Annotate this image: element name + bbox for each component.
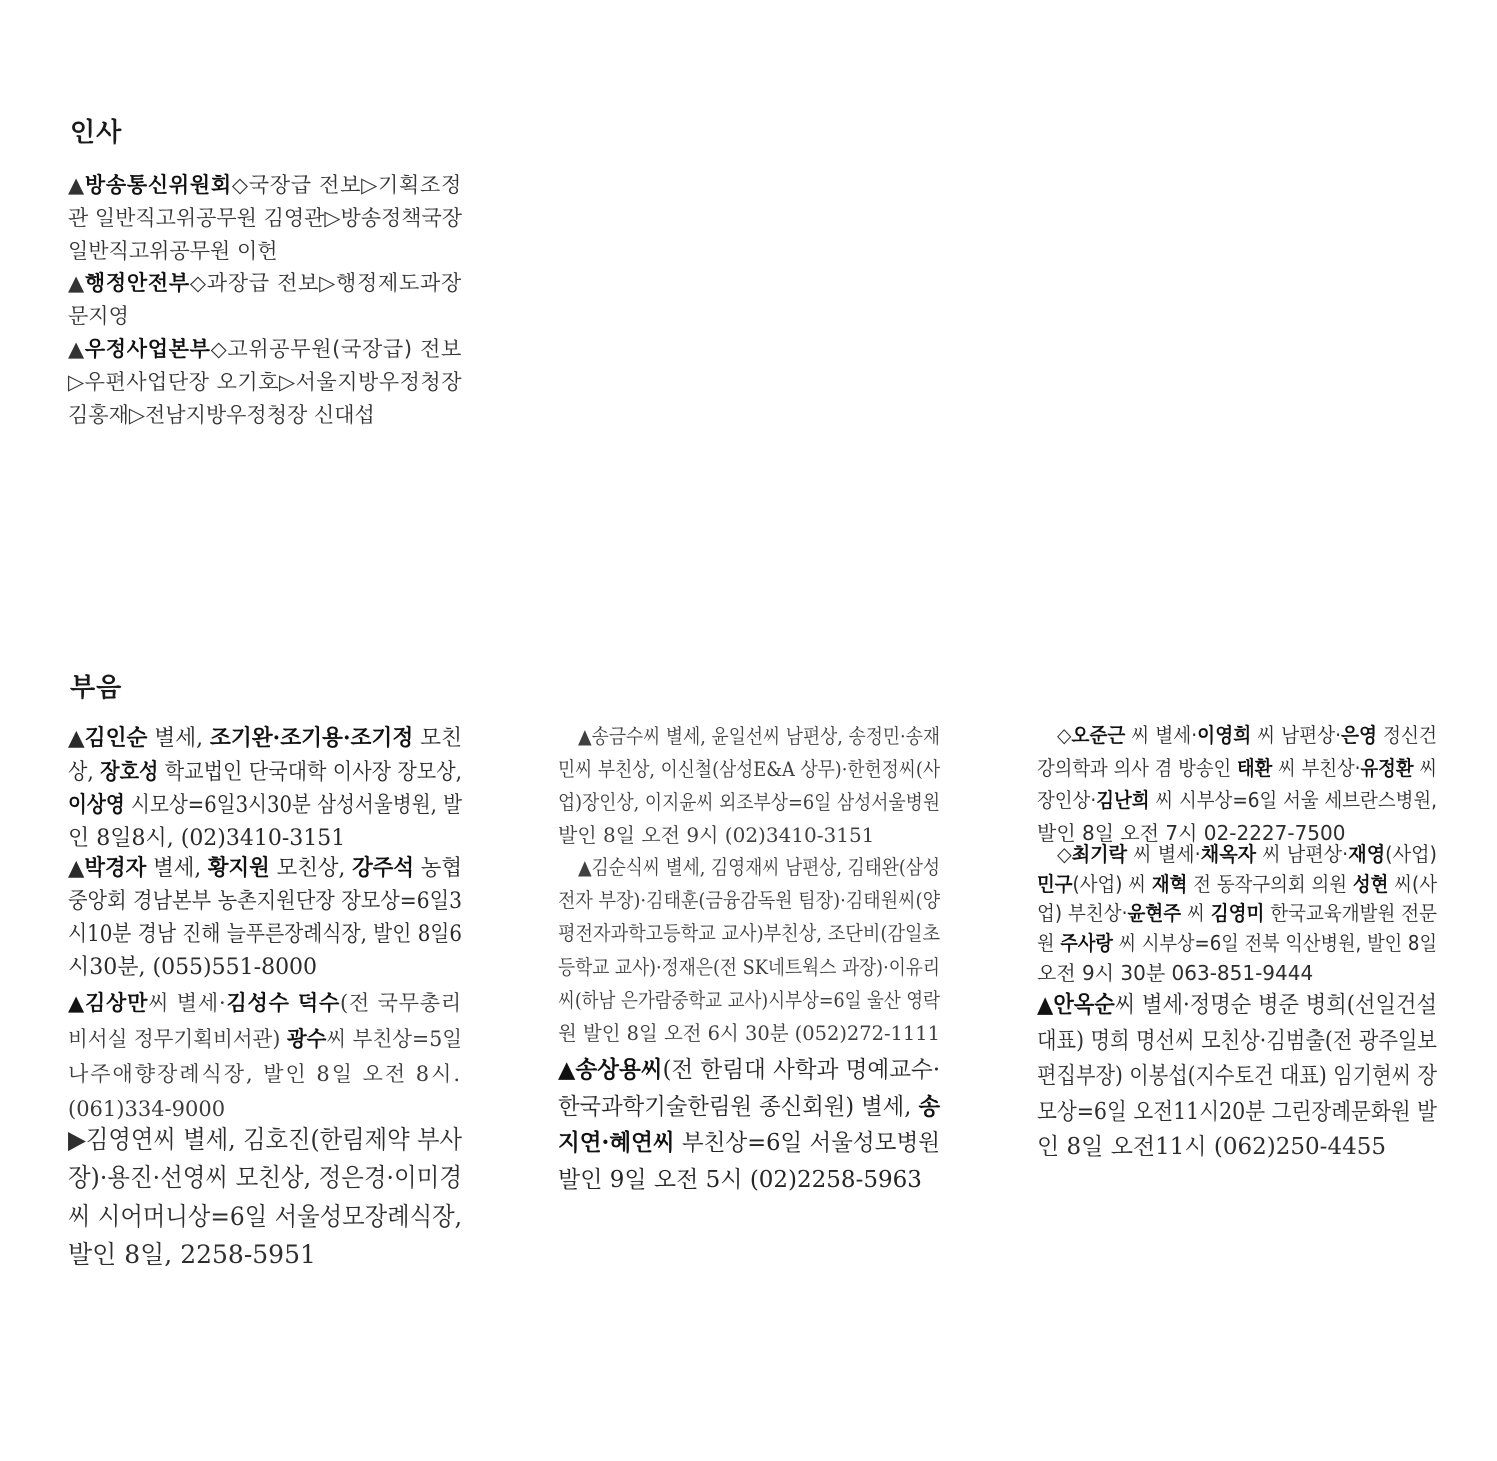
text-line <box>68 1121 462 1159</box>
line-text <box>578 720 940 753</box>
text-run: ▲ <box>68 271 85 296</box>
text-run: 업) 부친상· <box>1037 901 1128 926</box>
text-line <box>1037 929 1437 959</box>
name-highlight: 유정환 <box>1360 755 1414 780</box>
name-highlight: 김영미 <box>1210 901 1265 926</box>
name-highlight: 윤현주 <box>1127 901 1182 926</box>
name-highlight: 장호성 <box>100 758 159 785</box>
text-run: 씨(사 <box>1388 871 1437 896</box>
line-text <box>68 366 462 399</box>
line-text <box>68 756 462 790</box>
personnel-entry <box>68 169 462 267</box>
name-highlight: 김성수 덕수 <box>226 990 341 1015</box>
line-text <box>1037 1024 1437 1060</box>
line-text <box>68 169 462 202</box>
text-line <box>558 720 940 753</box>
name-highlight: 은영 <box>1341 723 1378 747</box>
name-highlight: 송 <box>918 1092 940 1120</box>
line-text <box>578 851 940 884</box>
text-run: 문지영 <box>68 304 129 329</box>
name-highlight: 광수 <box>286 1026 327 1051</box>
line-text <box>1037 1095 1437 1131</box>
name-highlight: 황지원 <box>207 855 270 881</box>
line-text <box>1037 870 1437 900</box>
text-run: 씨 부친상=5일 <box>326 1027 462 1051</box>
name-highlight: 행정안전부 <box>84 271 190 296</box>
text-run: 별세, <box>146 856 208 881</box>
line-text <box>1037 899 1437 929</box>
name-highlight: 민구 <box>1037 871 1073 896</box>
text-line <box>68 399 462 432</box>
text-line <box>1037 1059 1437 1095</box>
text-line <box>1037 719 1437 752</box>
line-text <box>1037 987 1437 1024</box>
text-line <box>558 819 940 852</box>
name-highlight: 태환 <box>1236 755 1273 780</box>
text-run: 비서실 정무기획비서관) <box>68 1027 287 1051</box>
text-line <box>68 722 462 756</box>
text-run: (전 한림대 사학과 명예교수· <box>662 1057 940 1083</box>
obituary-entry <box>68 722 462 856</box>
name-highlight: 오준근 <box>1071 723 1126 747</box>
line-text <box>68 1057 462 1092</box>
text-run: ▲ <box>68 336 85 361</box>
line-text <box>68 202 462 235</box>
text-run: 원 발인 8일 오전 6시 30분 (052)272-1111 <box>558 1021 940 1046</box>
text-run: 전자 부장)·김태훈(금융감독원 팀장)·김태원씨(양 <box>558 888 940 913</box>
text-run: 상, <box>68 759 101 785</box>
text-run: 씨 시부상=6일 전북 익산병원, 발인 8일 <box>1112 931 1437 956</box>
obituary-entry <box>558 720 940 852</box>
line-text <box>68 1159 462 1197</box>
text-line <box>68 267 462 300</box>
name-highlight: 재혁 <box>1151 871 1188 896</box>
text-line <box>68 789 462 823</box>
text-run: 강의학과 의사 겸 방송인 <box>1037 755 1237 780</box>
text-line <box>558 786 940 819</box>
text-run: 발인 8일 오전 9시 (02)3410-3151 <box>558 823 875 847</box>
text-run: 나주애향장례식장, 발인 8일 오전 8시. <box>68 1062 462 1086</box>
text-run: 중앙회 경남본부 농촌지원단장 장모상=6일3 <box>68 889 462 914</box>
name-highlight: 조기완·조기용·조기정 <box>209 725 414 751</box>
obituary-entry <box>68 1121 462 1274</box>
text-line <box>68 951 462 984</box>
line-text <box>558 1125 940 1162</box>
text-line <box>558 753 940 786</box>
line-text <box>558 1052 940 1089</box>
text-line <box>68 1057 462 1092</box>
line-text <box>68 1198 462 1236</box>
line-text <box>68 267 462 300</box>
text-run: 장인상· <box>1037 788 1097 813</box>
text-run: 관 일반직고위공무원 김영관▷방송정책국장 <box>68 205 462 230</box>
text-run: 민씨 부친상, 이신철(삼성E&A 상무)·한헌정씨(사 <box>558 757 940 781</box>
text-line <box>68 885 462 918</box>
line-text <box>1057 719 1437 752</box>
text-run: 원 <box>1037 931 1061 956</box>
text-run: 시10분 경남 진해 늘푸른장례식장, 발인 8일6 <box>68 922 462 947</box>
text-run: 등학교 교사)·정재은(전 SK네트웍스 과장)·이유리 <box>558 954 940 979</box>
line-text <box>1057 840 1437 870</box>
text-run: (사업) <box>1385 842 1437 866</box>
text-line <box>1037 752 1437 785</box>
text-line <box>68 235 462 268</box>
text-run: 모상=6일 오전11시20분 그린장례문화원 발 <box>1037 1098 1437 1125</box>
text-run: ◇ <box>1057 842 1072 866</box>
line-text <box>68 951 317 984</box>
line-text <box>558 984 940 1017</box>
text-run: ◇과장급 전보▷행정제도과장 <box>189 271 462 296</box>
text-line <box>68 366 462 399</box>
text-line <box>1037 1095 1437 1131</box>
text-line <box>68 202 462 235</box>
text-line <box>1037 840 1437 870</box>
text-run: ▲송금수씨 별세, 윤일선씨 남편상, 송정민·송재 <box>578 724 940 748</box>
text-run: 시모상=6일3시30분 삼성서울병원, 발 <box>124 793 463 819</box>
line-text <box>68 823 345 856</box>
text-run: 편집부장) 이봉섭(지수토건 대표) 임기현씨 장 <box>1037 1063 1437 1089</box>
text-line <box>558 1089 940 1126</box>
line-text <box>1037 959 1313 989</box>
text-run: 씨 부친상· <box>1272 755 1361 780</box>
text-line <box>1037 870 1437 900</box>
name-highlight: 김난희 <box>1096 788 1150 813</box>
name-highlight: 이영희 <box>1197 723 1252 747</box>
text-line <box>68 852 462 885</box>
line-text <box>68 333 462 366</box>
text-run: 한국과학기술한림원 종신회원) 별세, <box>558 1093 919 1120</box>
text-run: (061)334-9000 <box>68 1097 226 1121</box>
text-run: 발인 8일 오전 7시 02-2227-7500 <box>1037 821 1346 846</box>
obituary-entry <box>1037 719 1437 850</box>
name-highlight: 성현 <box>1352 871 1389 896</box>
text-run: ▷우편사업단장 오기호▷서울지방우정청장 <box>68 369 462 394</box>
line-text <box>68 885 462 918</box>
obituary-entry <box>1037 840 1437 989</box>
line-text <box>558 884 940 917</box>
text-run: 씨 <box>1413 755 1437 780</box>
name-highlight: 최기락 <box>1071 842 1128 866</box>
text-run: ▲김순식씨 별세, 김영재씨 남편상, 김태완(삼성 <box>578 855 940 879</box>
line-text <box>558 753 940 786</box>
name-highlight: ▲송상용씨 <box>558 1056 663 1083</box>
text-run: 씨 별세· <box>1125 723 1198 747</box>
text-run: 오전 9시 30분 063-851-9444 <box>1037 960 1314 985</box>
line-text <box>558 1089 940 1126</box>
text-run: 학교법인 단국대학 이사장 장모상, <box>158 759 462 785</box>
text-run: 씨 시어머니상=6일 서울성모장례식장, <box>68 1201 462 1231</box>
name-highlight: 강주석 <box>352 855 414 881</box>
text-line <box>68 823 462 856</box>
line-text <box>68 235 278 268</box>
text-run: 김홍재▷전남지방우정청장 신대섭 <box>68 402 375 427</box>
text-run: ▶김영연씨 별세, 김호진(한림제약 부사 <box>68 1125 462 1154</box>
text-line <box>1037 784 1437 817</box>
name-highlight: 채옥자 <box>1200 842 1257 866</box>
text-run: 인 8일8시, (02)3410-3151 <box>68 826 346 852</box>
text-line <box>68 1198 462 1236</box>
line-text <box>558 1162 922 1199</box>
text-line <box>1037 1130 1437 1166</box>
text-line <box>558 1017 940 1050</box>
line-text <box>1037 929 1437 959</box>
name-highlight: 지연·혜연씨 <box>558 1129 675 1157</box>
text-run: 업)장인상, 이지윤씨 외조부상=6일 삼성서울병원 <box>558 790 940 814</box>
text-run: 모친 <box>413 726 462 751</box>
name-highlight: 김인순 <box>84 725 148 751</box>
text-run: ◇국장급 전보▷기획조정 <box>231 173 462 197</box>
name-highlight: 우정사업본부 <box>84 336 211 361</box>
text-run: 부친상=6일 서울성모병원 <box>674 1130 940 1157</box>
text-run: 한국교육개발원 전문 <box>1264 901 1437 926</box>
text-run: 모친상, <box>269 856 353 881</box>
personnel-entry <box>68 267 462 333</box>
text-run: 씨 별세· <box>1127 842 1201 866</box>
line-text <box>558 819 874 852</box>
name-highlight: 주사랑 <box>1060 931 1113 956</box>
line-text <box>1037 1059 1437 1095</box>
text-line <box>68 300 462 333</box>
text-run: 씨 <box>1181 901 1211 926</box>
text-run: (전 국무총리 <box>340 991 462 1015</box>
line-text <box>558 1017 940 1050</box>
text-run: ▲ <box>68 173 85 197</box>
text-line <box>68 169 462 202</box>
text-run: 일반직고위공무원 이헌 <box>68 238 278 263</box>
obituary-entry <box>558 851 940 1050</box>
obituary-entry <box>558 1052 940 1199</box>
obituary-entry <box>68 985 462 1127</box>
line-text <box>1037 752 1437 785</box>
text-run: 농협 <box>413 856 462 881</box>
line-text <box>68 300 129 333</box>
text-run: 씨 별세· <box>148 991 227 1015</box>
personnel-entry <box>68 333 462 431</box>
name-highlight: ▲안옥순 <box>1037 991 1115 1018</box>
line-text <box>68 399 375 432</box>
line-text <box>68 918 462 951</box>
text-run: (사업) 씨 <box>1072 871 1152 896</box>
text-line <box>558 1052 940 1089</box>
text-line <box>68 756 462 790</box>
line-text <box>68 852 462 885</box>
line-text <box>68 1021 462 1057</box>
text-line <box>558 1162 940 1199</box>
text-run: 씨 시부상=6일 서울 세브란스병원, <box>1149 788 1437 813</box>
text-line <box>1037 899 1437 929</box>
text-run: 정신건 <box>1377 723 1437 747</box>
line-text <box>68 1121 462 1159</box>
text-line <box>558 917 940 950</box>
section-heading-obituary: 부음 <box>70 673 123 703</box>
text-line <box>558 1125 940 1162</box>
line-text <box>68 985 462 1021</box>
text-line <box>558 951 940 984</box>
text-run: 시30분, (055)551-8000 <box>68 955 318 980</box>
text-line <box>1037 1024 1437 1060</box>
text-run: 발인 8일, 2258-5951 <box>68 1239 316 1269</box>
name-highlight: 박경자 <box>84 855 147 881</box>
line-text <box>558 786 940 819</box>
text-line <box>1037 987 1437 1024</box>
text-run: 평전자과학고등학교 교사)부친상, 조단비(감일초 <box>558 921 940 946</box>
text-line <box>68 333 462 366</box>
personnel-entries <box>68 169 462 431</box>
text-run: 대표) 명희 명선씨 모친상·김범출(전 광주일보 <box>1037 1027 1437 1054</box>
text-line <box>68 1021 462 1057</box>
text-run: ◇ <box>1057 723 1072 747</box>
line-text <box>1037 784 1437 817</box>
text-run: 씨 별세·정명순 병준 병희(선일건설 <box>1114 992 1437 1018</box>
text-run: 별세, <box>147 726 210 751</box>
text-line <box>558 884 940 917</box>
line-text <box>558 917 940 950</box>
name-highlight: 재영 <box>1348 842 1386 866</box>
section-heading-personnel: 인사 <box>70 118 123 148</box>
text-run: ◇고위공무원(국장급) 전보 <box>210 336 462 361</box>
text-line <box>68 918 462 951</box>
text-run: 전 동작구의회 의원 <box>1187 871 1353 896</box>
text-run: 발인 9일 오전 5시 (02)2258-5963 <box>558 1167 922 1194</box>
name-highlight: ▲김상만 <box>68 990 149 1015</box>
obituary-entry <box>68 852 462 984</box>
text-line <box>558 851 940 884</box>
text-run: 씨 남편상· <box>1256 842 1349 866</box>
text-run: 씨 남편상· <box>1251 723 1342 747</box>
text-line <box>1037 959 1437 989</box>
text-run: 인 8일 오전11시 (062)250-4455 <box>1037 1134 1386 1160</box>
text-line <box>558 984 940 1017</box>
line-text <box>68 1236 316 1274</box>
obituary-entry <box>1037 987 1437 1166</box>
name-highlight: 방송통신위원회 <box>84 173 232 197</box>
text-run: 장)·용진·선영씨 모친상, 정은경·이미경 <box>68 1163 462 1193</box>
line-text <box>558 951 940 984</box>
text-line <box>68 1236 462 1274</box>
text-run: 씨(하남 은가람중학교 교사)시부상=6일 울산 영락 <box>558 987 940 1012</box>
text-line <box>68 985 462 1021</box>
text-line <box>68 1159 462 1197</box>
line-text <box>1037 1130 1386 1166</box>
text-run: ▲ <box>68 856 85 881</box>
name-highlight: 이상영 <box>68 792 125 819</box>
line-text <box>68 722 462 756</box>
text-run: ▲ <box>68 726 85 751</box>
line-text <box>68 789 462 823</box>
